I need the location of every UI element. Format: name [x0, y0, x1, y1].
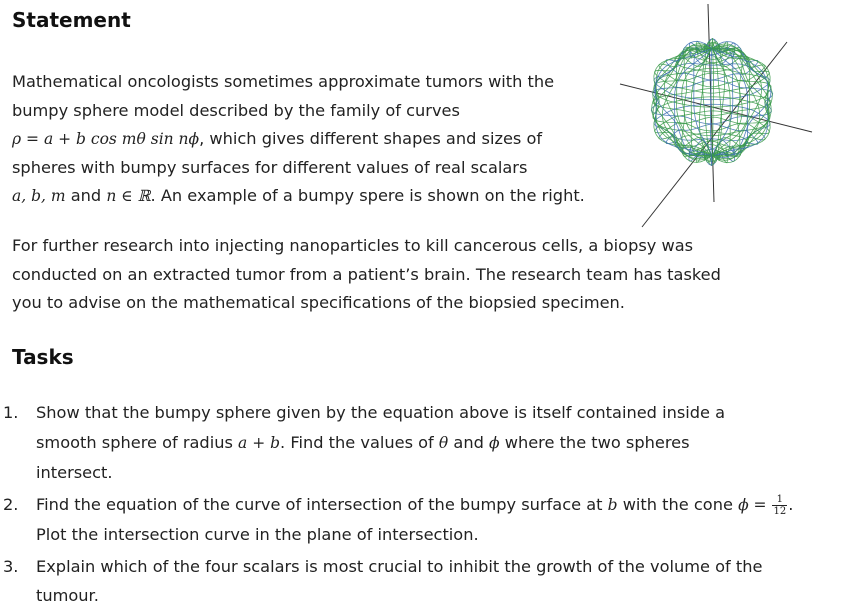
task-2-text-a: Find the equation of the curve of intersection of the bumpy surface at — [36, 494, 608, 514]
scalar-variables: a, b, m — [12, 187, 66, 205]
task-number: 3. — [3, 556, 19, 576]
p2-line-1: For further research into injecting nanoparticles to kill cancerous cells, a biopsy was — [12, 236, 694, 255]
task-1-text-f: intersect. — [36, 463, 113, 482]
task-2-text-c: . — [788, 494, 794, 514]
task-3-text-a: Explain which of the four scalars is most crucial to inhibit the growth of the volume of the — [36, 556, 763, 576]
phi-symbol: ϕ — [489, 433, 500, 452]
tasks-list — [0, 398, 860, 613]
task-2-text-b: with the cone — [617, 494, 739, 514]
task-number: 1. — [3, 403, 19, 422]
bumpy-sphere-equation: ρ = a + b cos mθ sin nϕ — [12, 130, 200, 148]
p2-line-3: you to advise on the mathematical specifications of the biopsied specimen. — [12, 293, 625, 312]
n-in-reals: n ∈ ℝ — [106, 187, 151, 205]
statement-paragraph-2 — [12, 232, 852, 318]
p1-line-2: bumpy sphere model described by the family of curves — [12, 100, 460, 120]
task-2 — [0, 490, 860, 550]
cone-fraction — [772, 494, 787, 517]
p1-line-4: spheres with bumpy surfaces for different values of real scalars — [12, 157, 528, 177]
and-word: and — [65, 186, 107, 205]
task-1 — [0, 398, 860, 488]
bumpy-sphere-figure — [612, 2, 868, 232]
cone-equation: ϕ = — [738, 495, 772, 514]
task-3-text-b: tumour. — [36, 586, 99, 605]
bumpy-sphere-mesh — [612, 2, 868, 232]
p2-line-2: conducted on an extracted tumor from a patient’s brain. The research team has tasked — [12, 264, 721, 284]
task-3 — [0, 552, 860, 611]
statement-paragraph-1 — [12, 68, 632, 211]
tasks-heading: Tasks — [12, 345, 74, 369]
task-number: 2. — [3, 494, 19, 514]
task-1-text-b: smooth sphere of radius — [36, 432, 239, 452]
p1-line-5: . An example of a bumpy spere is shown on the right. — [150, 186, 585, 205]
p1-line-3: , which gives different shapes and sizes of — [199, 129, 543, 148]
fraction-denominator: 12 — [773, 505, 787, 517]
task-1-text-c: . Find the values of — [280, 432, 439, 452]
b-variable: b — [607, 495, 618, 514]
task-1-text-e: where the two spheres — [499, 432, 690, 452]
horizontal-axis-line — [620, 84, 812, 132]
task-1-text-a: Show that the bumpy sphere given by the equation above is itself contained inside a — [36, 403, 726, 422]
task-2-text-d: Plot the intersection curve in the plane of intersection. — [36, 525, 479, 544]
task-1-text-d: and — [448, 432, 489, 452]
statement-heading: Statement — [12, 8, 131, 32]
theta-symbol: θ — [438, 433, 449, 452]
radius-expression: a + b — [238, 433, 281, 452]
fraction-numerator: 1 — [772, 494, 787, 506]
p1-line-1: Mathematical oncologists sometimes approximate tumors with the — [12, 72, 555, 91]
